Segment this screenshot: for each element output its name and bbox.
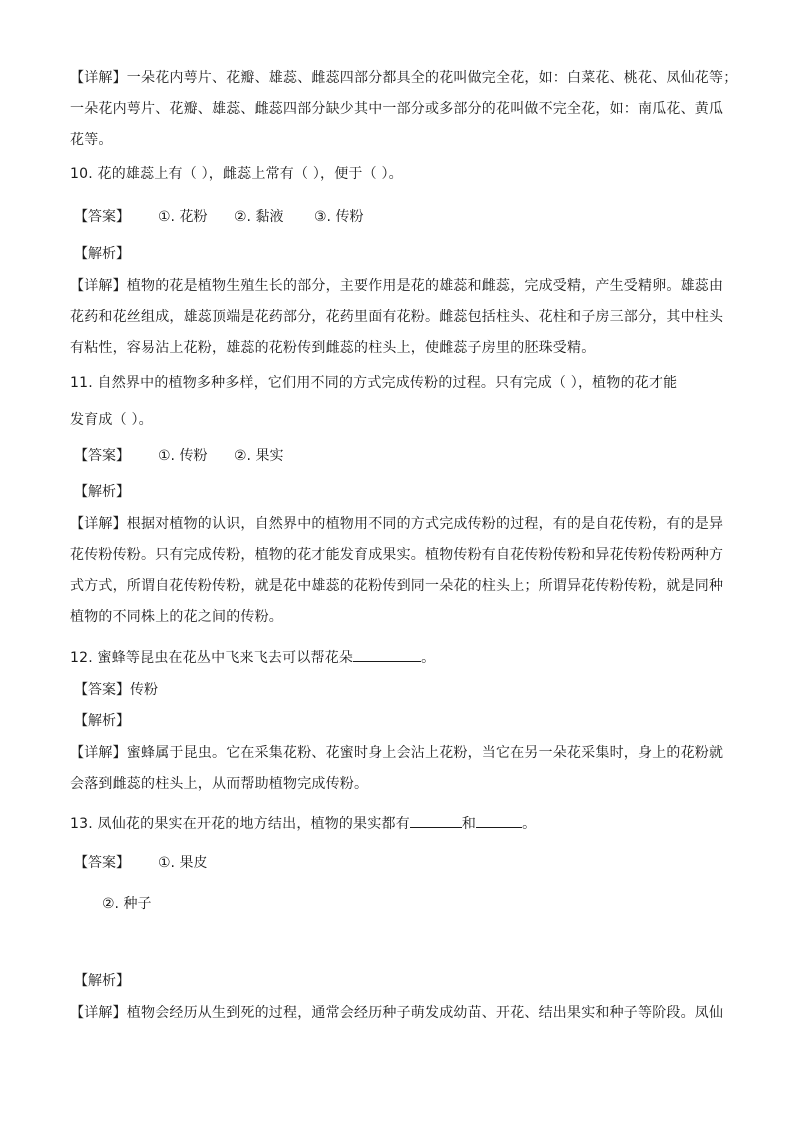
q10-answer-row (74, 207, 364, 227)
q13-option-1: ①. 果皮 (158, 855, 208, 871)
q13-question (70, 813, 536, 834)
q11-detail-line-3: 式方式，所谓自花传粉传粉，就是花中雄蕊的花粉传到同一朵花的柱头上；所谓异花传粉传粉，就是同种 (70, 578, 724, 594)
q12-blank (353, 647, 421, 662)
q13-answer-row (74, 853, 208, 873)
q10-answer-label: 【答案】 (74, 209, 130, 225)
q12-detail-line-2: 会落到雌蕊的柱头上，从而帮助植物完成传粉。 (70, 776, 369, 792)
q13-blank-1 (410, 813, 462, 828)
q10-option-2: ②. 黏液 (234, 209, 284, 225)
q12-question-end: 。 (421, 650, 436, 666)
q11-option-2: ②. 果实 (234, 448, 284, 464)
q12-question (70, 647, 435, 668)
intro-line-3: 花等。 (70, 132, 113, 148)
q13-question-text: 13. 凤仙花的果实在开花的地方结出，植物的果实都有 (70, 816, 410, 832)
q13-blank-2 (476, 813, 522, 828)
q11-question-line-2: 发育成（ ）。 (70, 412, 153, 428)
q10-analysis-label: 【解析】 (74, 246, 130, 262)
q13-question-end: 。 (522, 816, 537, 832)
q10-detail-line-3: 有粘性，容易沾上花粉，雄蕊的花粉传到雌蕊的柱头上，使雌蕊子房里的胚珠受精。 (70, 340, 596, 356)
q13-analysis-label: 【解析】 (74, 973, 130, 989)
q11-analysis-label: 【解析】 (74, 484, 130, 500)
q10-detail-line-1: 【详解】植物的花是植物生殖生长的部分，主要作用是花的雄蕊和雌蕊，完成受精，产生受精卵。雄蕊由 (70, 278, 724, 294)
intro-line-1: 【详解】一朵花内萼片、花瓣、雄蕊、雌蕊四部分都具全的花叫做完全花，如：白菜花、桃花、凤仙花等； (70, 70, 738, 86)
intro-line-2: 一朵花内萼片、花瓣、雄蕊、雌蕊四部分缺少其中一部分或多部分的花叫做不完全花，如：南瓜花、黄瓜 (70, 101, 724, 117)
q10-detail-line-2: 花药和花丝组成，雄蕊顶端是花药部分，花药里面有花粉。雌蕊包括柱头、花柱和子房三部分，其中柱头 (70, 309, 724, 325)
q12-answer-row (74, 680, 158, 700)
q13-question-mid: 和 (461, 816, 477, 832)
q11-detail-line-4: 植物的不同株上的花之间的传粉。 (70, 609, 283, 625)
q12-answer: 传粉 (130, 682, 158, 698)
q10-option-3: ③. 传粉 (314, 209, 364, 225)
q13-answer-label: 【答案】 (74, 855, 130, 871)
q13-option-2: ②. 种子 (102, 896, 152, 912)
q11-answer-label: 【答案】 (74, 448, 130, 464)
q13-detail-line-1: 【详解】植物会经历从生到死的过程，通常会经历种子萌发成幼苗、开花、结出果实和种子等阶段。凤仙 (70, 1005, 724, 1021)
q11-detail-line-2: 花传粉传粉。只有完成传粉，植物的花才能发育成果实。植物传粉有自花传粉传粉和异花传粉传粉两种方 (70, 547, 724, 563)
q11-answer-row (74, 446, 284, 466)
q12-question-text: 12. 蜜蜂等昆虫在花丛中飞来飞去可以帮花朵 (70, 650, 354, 666)
q12-detail-line-1: 【详解】蜜蜂属于昆虫。它在采集花粉、花蜜时身上会沾上花粉，当它在另一朵花采集时，身上的花粉就 (70, 745, 724, 761)
q12-answer-label: 【答案】 (74, 682, 130, 698)
q11-option-1: ①. 传粉 (158, 448, 208, 464)
q10-question: 10. 花的雄蕊上有（ ），雌蕊上常有（ ），便于（ ）。 (70, 166, 403, 182)
q11-detail-line-1: 【详解】根据对植物的认识，自然界中的植物用不同的方式完成传粉的过程，有的是自花传粉，有的是异 (70, 516, 724, 532)
q12-analysis-label: 【解析】 (74, 713, 130, 729)
q10-option-1: ①. 花粉 (158, 209, 208, 225)
q11-question-line-1: 11. 自然界中的植物多种多样，它们用不同的方式完成传粉的过程。只有完成（ ），植物的花才能 (70, 375, 678, 391)
